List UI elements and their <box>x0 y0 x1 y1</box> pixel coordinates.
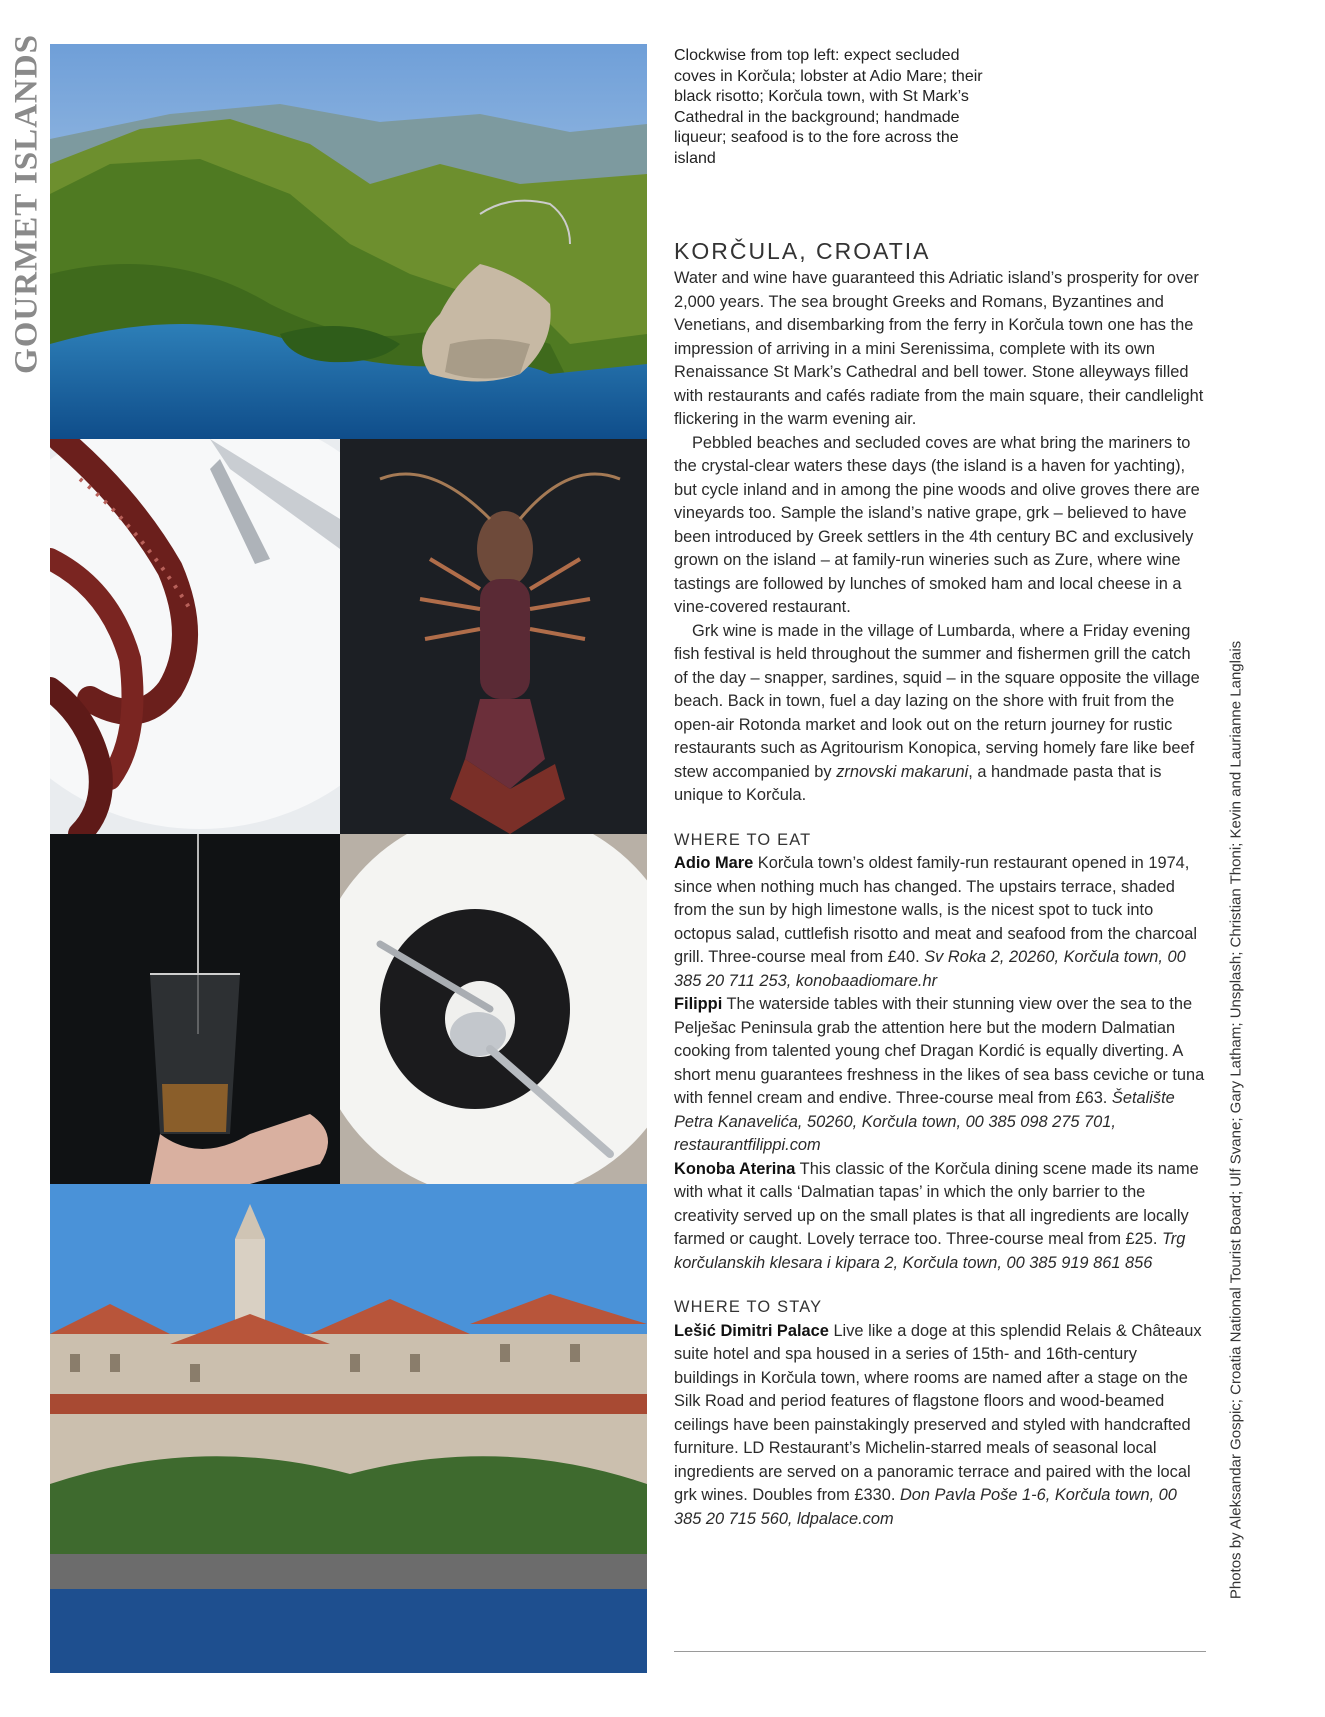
article-title: KORČULA, CROATIA <box>674 238 931 264</box>
restaurant-details: Sv Roka 2, 20260, Korčula town, 00 385 20 711 253, konobaadiomare.hr <box>674 948 1186 990</box>
article-paragraph: Pebbled beaches and secluded coves are what bring the mariners to the crystal-clear waters these days (the island is a haven for yachting), but cycle inland and in among the pine woods and olive groves there are vineyards too. Sample the island’s native grape, grk – believed to have been introduced by Greek settlers in the 4th century BC and exclusively grown on the island – at family-run wineries such as Zure, where wine tastings are followed by lunches of smoked ham and local cheese in a vine-covered restaurant. <box>674 433 1200 616</box>
restaurant-name: Filippi <box>674 995 723 1013</box>
photo-credits-text: Photos by Aleksandar Gospic; Croatia National Tourist Board; Ulf Svane; Gary Latham; Unsplash; Christian Thoni; Kevin and Laurianne Langlais <box>1227 640 1245 1600</box>
octopus-photo <box>50 439 340 834</box>
restaurant-entry <box>674 852 1206 993</box>
hotel-description: Live like a doge at this splendid Relais & Châteaux suite hotel and spa housed in a series of 15th- and 16th-century buildings in Korčula town, where rooms are named after a stage on the Silk Road and period features of flagstone floors and wood-beamed ceilings have been painstakingly preserved and styled with handcrafted furniture. LD Restaurant’s Michelin-starred meals of seasonal local ingredients are served on a panoramic terrace and paired with the local grk wines. Doubles from £330. <box>674 1321 1202 1504</box>
dish-name: zrnovski makaruni <box>836 762 969 781</box>
aerial-coast-photo <box>50 44 647 439</box>
restaurant-entry <box>674 1158 1206 1276</box>
hotel-details: Don Pavla Poše 1-6, Korčula town, 00 385 20 715 560, ldpalace.com <box>674 1486 1177 1528</box>
restaurant-description: This classic of the Korčula dining scene made its name with what it calls ‘Dalmatian tapas’ in which the only barrier to the creativity served up on the small plates is that all ingredients are locally farmed or caught. Lovely terrace too. Three-course meal from £25. <box>674 1159 1199 1248</box>
restaurant-details: Trg korčulanskih klesara i kipara 2, Korčula town, 00 385 919 861 856 <box>674 1230 1186 1272</box>
paragraph-text: , a handmade pasta that is unique to Korčula. <box>674 762 1162 804</box>
hotel-entry <box>674 1320 1206 1532</box>
restaurant-description: The waterside tables with their stunning view over the sea to the Pelješac Peninsula grab the attention here but the modern Dalmatian cooking from talented young chef Dragan Kordić is equally diverting. A short menu guarantees freshness in the likes of sea bass ceviche or tuna with fennel cream and endive. Three-course meal from £63. <box>674 995 1205 1107</box>
section-label-text: GOURMET ISLANDS <box>8 34 45 374</box>
restaurant-name: Adio Mare <box>674 854 754 872</box>
where-to-stay-heading: WHERE TO STAY <box>674 1298 823 1316</box>
article-body <box>674 267 1206 808</box>
section-label <box>4 34 50 374</box>
photo-credits <box>1222 610 1250 1630</box>
where-to-eat-heading: WHERE TO EAT <box>674 830 812 849</box>
hotel-name: Lešić Dimitri Palace <box>674 1321 829 1340</box>
restaurant-description: Korčula town’s oldest family-run restaurant opened in 1974, since when nothing much has changed. The upstairs terrace, shaded from the sun by high limestone walls, is the nicest spot to tuck into octopus salad, cuttlefish risotto and meat and seafood from the charcoal grill. Three-course meal from £40. <box>674 854 1197 966</box>
restaurant-name: Konoba Aterina <box>674 1159 796 1178</box>
bottom-divider <box>674 1651 1206 1652</box>
korcula-town-photo <box>50 1184 647 1673</box>
article-paragraph: Water and wine have guaranteed this Adriatic island’s prosperity for over 2,000 years. The sea brought Greeks and Romans, Byzantines and Venetians, and disembarking from the ferry in Korčula town one has the impression of arriving in a mini Serenissima, complete with its own Renaissance St Mark’s Cathedral and bell tower. Stone alleyways filled with restaurants and cafés radiate from the main square, their candlelight flickering in the warm evening air. <box>674 269 1204 428</box>
black-risotto-photo <box>340 834 647 1184</box>
lobster-photo <box>340 439 647 834</box>
paragraph-text: Grk wine is made in the village of Lumbarda, where a Friday evening fish festival is held throughout the summer and fishermen grill the catch of the day – snapper, sardines, squid – in the square opposite the village beach. Back in town, fuel a day lazing on the shore with fruit from the open-air Rotonda market and look out on the return journey for rustic restaurants such as Agritourism Konopica, serving homely fare like beef stew accompanied by <box>674 621 1200 781</box>
photo-caption: Clockwise from top left: expect secluded coves in Korčula; lobster at Adio Mare; their black risotto; Korčula town, with St Mark’s Cathedral in the background; handmade liqueur; seafood is to the fore across the island <box>674 47 983 167</box>
liqueur-photo <box>50 834 340 1184</box>
article <box>674 238 1206 1531</box>
article-paragraph <box>674 620 1206 808</box>
restaurant-entry <box>674 993 1206 1158</box>
restaurant-details: Šetalište Petra Kanavelića, 50260, Korčula town, 00 385 098 275 701, restaurantfilippi.com <box>674 1089 1175 1154</box>
